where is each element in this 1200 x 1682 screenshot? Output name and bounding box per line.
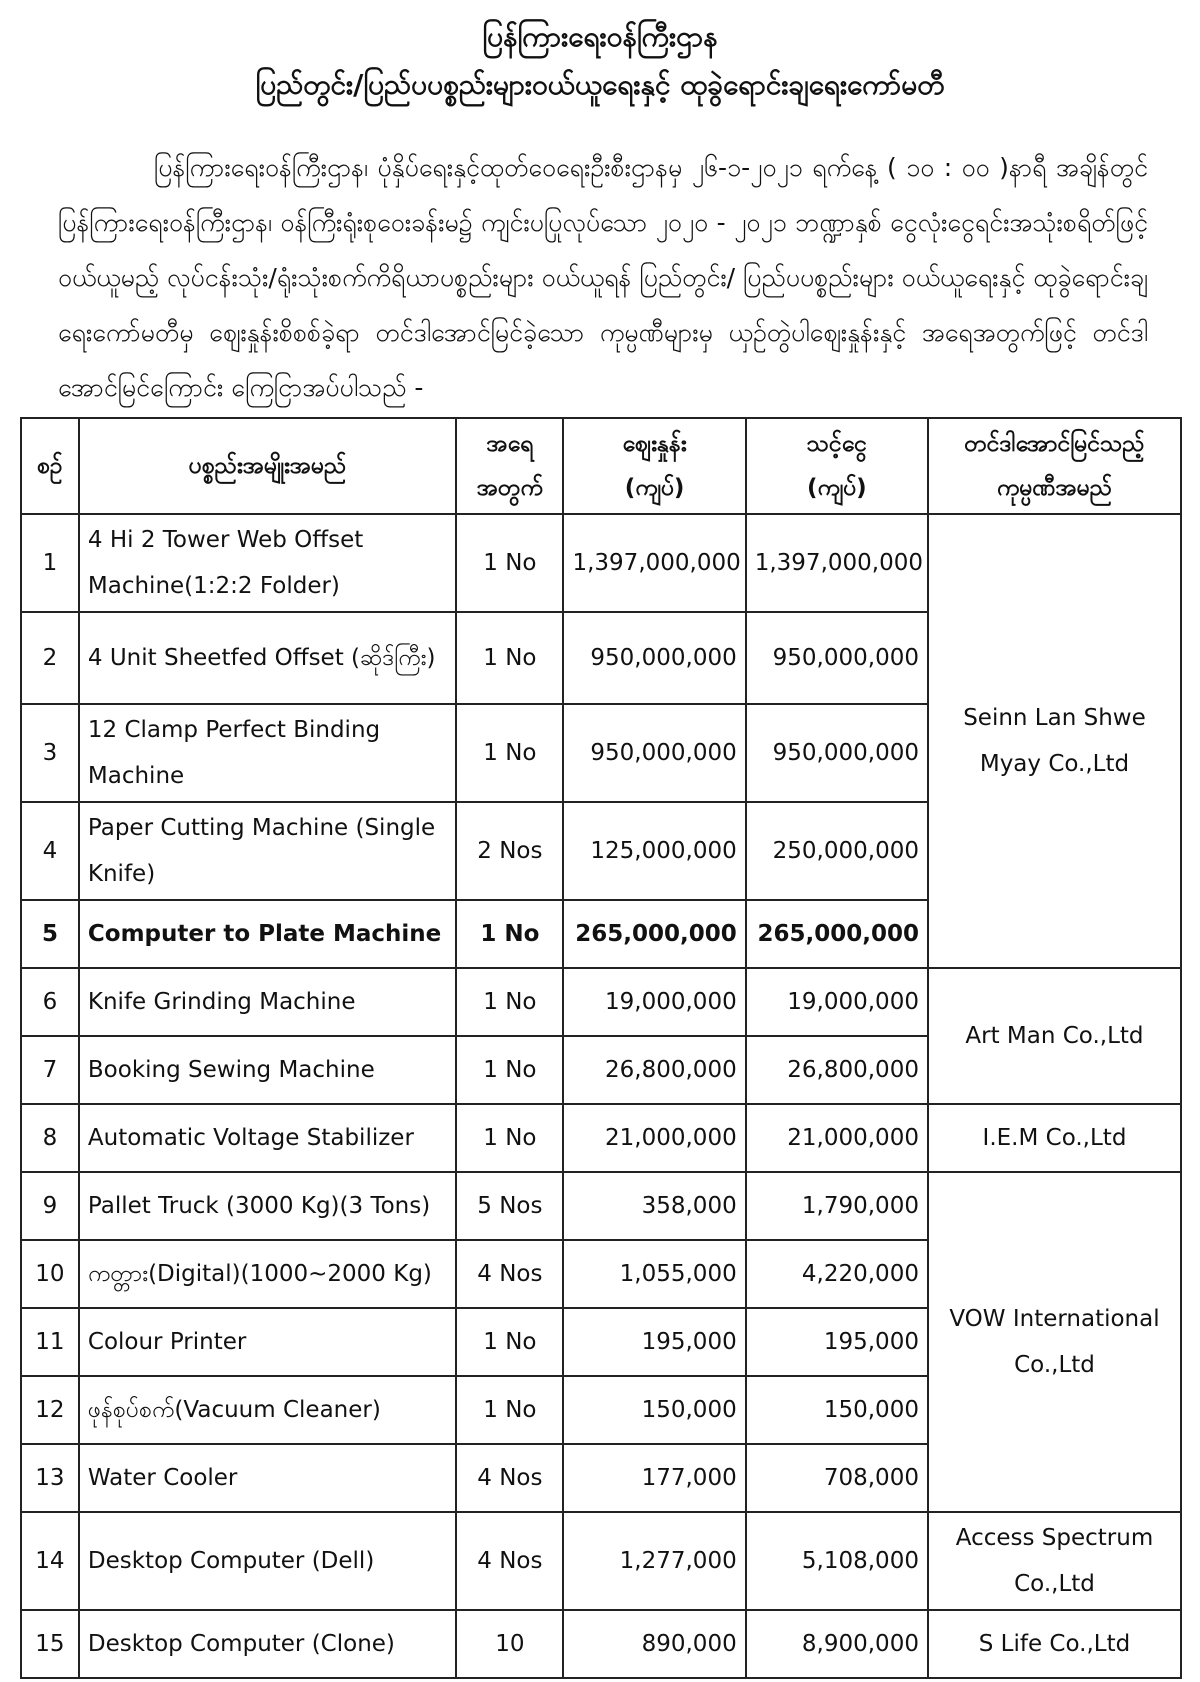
row-total: 8,900,000	[746, 1610, 928, 1678]
row-price: 950,000,000	[563, 704, 745, 802]
company-seinn-lan-shwe-myay: Seinn Lan Shwe Myay Co.,Ltd	[928, 514, 1181, 968]
row-qty: 4 Nos	[456, 1444, 563, 1512]
row-total: 195,000	[746, 1308, 928, 1376]
row-item: Water Cooler	[79, 1444, 456, 1512]
row-item: ကတ္တား(Digital)(1000~2000 Kg)	[79, 1240, 456, 1308]
company-access-spectrum: Access Spectrum Co.,Ltd	[928, 1512, 1181, 1610]
row-item: Knife Grinding Machine	[79, 968, 456, 1036]
row-qty: 4 Nos	[456, 1240, 563, 1308]
row-no: 8	[21, 1104, 79, 1172]
header-price-line1: ဈေးနှုန်း	[622, 431, 687, 457]
row-qty: 1 No	[456, 1104, 563, 1172]
company-art-man: Art Man Co.,Ltd	[928, 968, 1181, 1104]
row-item: 12 Clamp Perfect Binding Machine	[79, 704, 456, 802]
row-item: 4 Unit Sheetfed Offset (ဆိုဒ်ကြီး)	[79, 612, 456, 704]
row-qty: 1 No	[456, 900, 563, 968]
row-price: 26,800,000	[563, 1036, 745, 1104]
row-total: 19,000,000	[746, 968, 928, 1036]
row-no: 10	[21, 1240, 79, 1308]
row-qty: 1 No	[456, 514, 563, 612]
header-total-line1: သင့်ငွေ	[806, 431, 867, 457]
table-row	[21, 514, 1181, 612]
row-no: 1	[21, 514, 79, 612]
row-total: 265,000,000	[746, 900, 928, 968]
row-total: 150,000	[746, 1376, 928, 1444]
company-vow-international: VOW International Co.,Ltd	[928, 1172, 1181, 1512]
row-no: 11	[21, 1308, 79, 1376]
header-price-line2: (ကျပ်)	[624, 475, 685, 501]
row-total: 950,000,000	[746, 704, 928, 802]
row-item: Booking Sewing Machine	[79, 1036, 456, 1104]
company-iem: I.E.M Co.,Ltd	[928, 1104, 1181, 1172]
row-item: Desktop Computer (Clone)	[79, 1610, 456, 1678]
row-item: ဖုန်စုပ်စက်(Vacuum Cleaner)	[79, 1376, 456, 1444]
tender-results-table	[20, 417, 1182, 1679]
table-row	[21, 1610, 1181, 1678]
row-price: 1,055,000	[563, 1240, 745, 1308]
row-qty: 2 Nos	[456, 802, 563, 900]
header-qty-line1: အရေ	[486, 431, 534, 457]
row-total: 250,000,000	[746, 802, 928, 900]
row-qty: 1 No	[456, 704, 563, 802]
row-total: 21,000,000	[746, 1104, 928, 1172]
header-company-line2: ကုမ္ပဏီအမည်	[996, 475, 1113, 501]
table-row	[21, 1172, 1181, 1240]
row-price: 19,000,000	[563, 968, 745, 1036]
row-qty: 1 No	[456, 1376, 563, 1444]
row-total: 4,220,000	[746, 1240, 928, 1308]
header-total-line2: (ကျပ်)	[807, 475, 867, 501]
row-item: Paper Cutting Machine (Single Knife)	[79, 802, 456, 900]
row-price: 1,397,000,000	[563, 514, 745, 612]
header-qty	[456, 418, 563, 514]
header-qty-line2: အတွက်	[476, 475, 543, 501]
header-no: စဉ်	[21, 418, 79, 514]
row-item: Automatic Voltage Stabilizer	[79, 1104, 456, 1172]
row-qty: 1 No	[456, 1308, 563, 1376]
row-price: 890,000	[563, 1610, 745, 1678]
row-price: 150,000	[563, 1376, 745, 1444]
row-price: 950,000,000	[563, 612, 745, 704]
row-item: Computer to Plate Machine	[79, 900, 456, 968]
row-price: 1,277,000	[563, 1512, 745, 1610]
row-price: 195,000	[563, 1308, 745, 1376]
row-total: 950,000,000	[746, 612, 928, 704]
row-no: 15	[21, 1610, 79, 1678]
row-no: 3	[21, 704, 79, 802]
page-title: ပြန်ကြားရေးဝန်ကြီးဌာန	[482, 20, 718, 53]
header-price	[563, 418, 745, 514]
row-no: 5	[21, 900, 79, 968]
company-s-life: S Life Co.,Ltd	[928, 1610, 1181, 1678]
row-qty: 10	[456, 1610, 563, 1678]
row-no: 13	[21, 1444, 79, 1512]
row-price: 177,000	[563, 1444, 745, 1512]
row-item: Colour Printer	[79, 1308, 456, 1376]
row-item: 4 Hi 2 Tower Web Offset Machine(1:2:2 Folder)	[79, 514, 456, 612]
row-qty: 1 No	[456, 968, 563, 1036]
header-item: ပစ္စည်းအမျိုးအမည်	[79, 418, 456, 514]
table-header-row	[21, 418, 1181, 514]
header-company	[928, 418, 1181, 514]
row-price: 265,000,000	[563, 900, 745, 968]
row-price: 125,000,000	[563, 802, 745, 900]
row-total: 26,800,000	[746, 1036, 928, 1104]
header-total	[746, 418, 928, 514]
row-total: 708,000	[746, 1444, 928, 1512]
row-total: 1,790,000	[746, 1172, 928, 1240]
row-item: Desktop Computer (Dell)	[79, 1512, 456, 1610]
row-no: 4	[21, 802, 79, 900]
table-row	[21, 1512, 1181, 1610]
row-no: 7	[21, 1036, 79, 1104]
table-row	[21, 1104, 1181, 1172]
row-no: 6	[21, 968, 79, 1036]
intro-paragraph: ပြန်ကြားရေးဝန်ကြီးဌာန၊ ပုံနှိပ်ရေးနှင့်ထုတ်ဝေရေးဦးစီးဌာနမှ ၂၆-၁-၂၀၂၁ ရက်နေ့ ( ၁၀ : ၀၀ )နာရီ အချိန်တွင် ပြန်ကြားရေးဝန်ကြီးဌာန၊ ဝန်ကြီးရုံးစုဝေးခန်းမ၌ ကျင်းပပြုလုပ်သော ၂၀၂၀ - ၂၀၂၁ ဘဏ္ဍာနှစ် ငွေလုံးငွေရင်းအသုံးစရိတ်ဖြင့် ဝယ်ယူမည့် လုပ်ငန်းသုံး/ရုံးသုံးစက်ကိရိယာပစ္စည်းများ ဝယ်ယူရန် ပြည်တွင်း/ ပြည်ပပစ္စည်းများ ဝယ်ယူရေးနှင့် ထုခွဲရောင်းချရေးကော်မတီမှ ဈေးနှုန်းစိစစ်ခဲ့ရာ တင်ဒါအောင်မြင်ခဲ့သော ကုမ္ပဏီများမှ ယှဉ်တွဲပါဈေးနှုန်းနှင့် အရေအတွက်ဖြင့် တင်ဒါအောင်မြင်ကြောင်း ကြေငြာအပ်ပါသည် -	[58, 153, 1148, 402]
row-price: 21,000,000	[563, 1104, 745, 1172]
row-price: 358,000	[563, 1172, 745, 1240]
table-row	[21, 968, 1181, 1036]
row-qty: 4 Nos	[456, 1512, 563, 1610]
page-subtitle: ပြည်တွင်း/ပြည်ပပစ္စည်းများဝယ်ယူရေးနှင့် ထုခွဲရောင်းချရေးကော်မတီ	[255, 68, 945, 101]
row-total: 5,108,000	[746, 1512, 928, 1610]
row-no: 12	[21, 1376, 79, 1444]
row-no: 14	[21, 1512, 79, 1610]
header-company-line1: တင်ဒါအောင်မြင်သည့်	[964, 431, 1145, 457]
row-item: Pallet Truck (3000 Kg)(3 Tons)	[79, 1172, 456, 1240]
row-qty: 5 Nos	[456, 1172, 563, 1240]
row-total: 1,397,000,000	[746, 514, 928, 612]
row-no: 2	[21, 612, 79, 704]
row-qty: 1 No	[456, 612, 563, 704]
row-no: 9	[21, 1172, 79, 1240]
row-qty: 1 No	[456, 1036, 563, 1104]
